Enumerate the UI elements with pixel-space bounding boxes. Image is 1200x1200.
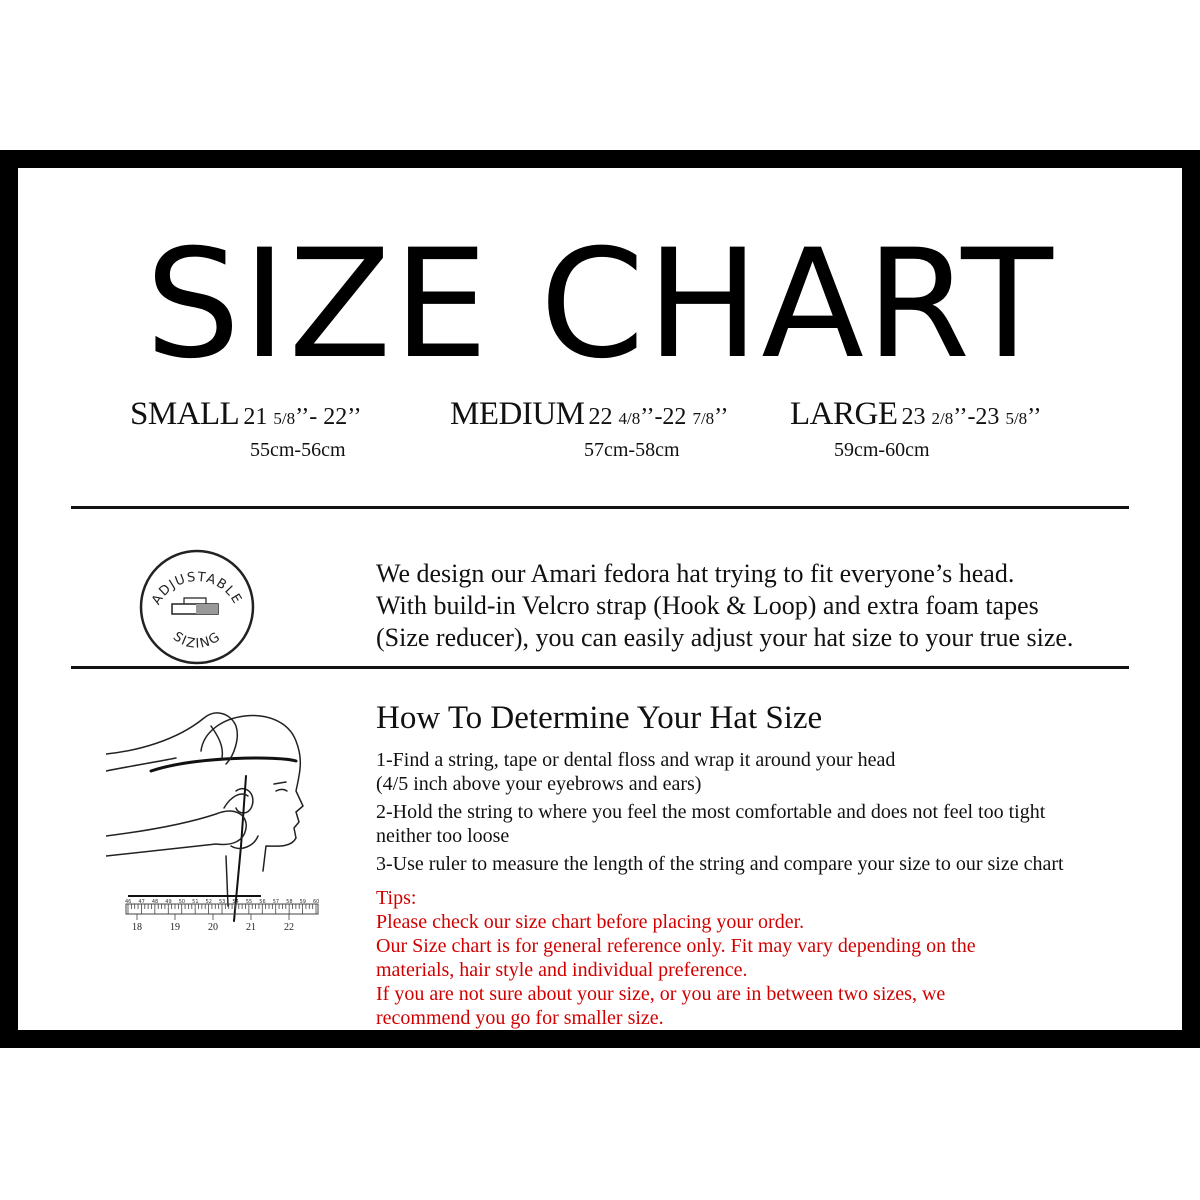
intro-line: We design our Amari fedora hat trying to fit everyone’s head. — [376, 559, 1015, 588]
size-cm: 55cm-56cm — [250, 439, 346, 461]
size-cm: 57cm-58cm — [584, 439, 680, 461]
size-name: MEDIUM — [450, 396, 585, 432]
size-small — [130, 396, 361, 462]
divider-middle — [71, 666, 1129, 669]
tips-section — [376, 886, 1156, 1030]
intro-text — [376, 558, 1156, 654]
tips-line: materials, hair style and individual preference. — [376, 959, 748, 981]
divider-top — [71, 506, 1129, 509]
size-cm: 59cm-60cm — [834, 439, 930, 461]
badge-bottom-text: SIZING — [170, 629, 224, 652]
howto-title: How To Determine Your Hat Size — [376, 700, 823, 736]
ruler-cm-label: 46 — [125, 899, 132, 905]
badge-top-text: ADJUSTABLE — [149, 569, 245, 608]
chart-frame — [0, 150, 1200, 1048]
ruler-cm-label: 55 — [245, 899, 253, 905]
adjustable-sizing-badge-icon — [138, 548, 256, 666]
ruler-cm-label: 51 — [192, 899, 199, 905]
tips-line: Our Size chart is for general reference only. Fit may vary depending on the — [376, 935, 976, 957]
steps-list — [376, 748, 1156, 880]
ruler-cm-label: 59 — [299, 899, 306, 905]
ruler-cm-label: 60 — [313, 899, 320, 905]
size-name: LARGE — [790, 396, 898, 432]
chart-panel — [18, 168, 1182, 1030]
ruler-inch-label: 22 — [284, 922, 294, 933]
step-item: 1-Find a string, tape or dental floss and wrap it around your head (4/5 inch above your eyebrows and ears) — [376, 749, 896, 795]
tips-line: If you are not sure about your size, or you are in between two sizes, we — [376, 983, 946, 1005]
ruler-cm-label: 56 — [259, 899, 266, 905]
size-inches: 23 2/8’’-23 5/8’’ — [901, 404, 1042, 430]
page-title: SIZE CHART — [145, 218, 1055, 392]
size-inches: 21 5/8’’- 22’’ — [243, 404, 362, 430]
intro-line: (Size reducer), you can easily adjust your hat size to your true size. — [376, 623, 1074, 652]
ruler-cm-label: 54 — [232, 899, 239, 905]
tips-label: Tips: — [376, 887, 417, 909]
intro-line: With build-in Velcro strap (Hook & Loop) and extra foam tapes — [376, 591, 1039, 620]
step-item: 2-Hold the string to where you feel the most comfortable and does not feel too tight neither too loose — [376, 801, 1046, 847]
ruler-cm-label: 52 — [205, 899, 212, 905]
size-large — [790, 396, 1041, 462]
ruler-icon — [125, 896, 319, 933]
svg-text:SIZING — [170, 629, 224, 652]
ruler-cm-label: 58 — [286, 899, 293, 905]
ruler-cm-label: 53 — [219, 899, 226, 905]
tips-line: Please check our size chart before placing your order. — [376, 911, 805, 933]
ruler-inch-label: 20 — [208, 922, 218, 933]
size-inches: 22 4/8’’-22 7/8’’ — [588, 404, 729, 430]
ruler-cm-label: 48 — [151, 899, 159, 905]
size-name: SMALL — [130, 396, 240, 432]
ruler-inch-label: 18 — [132, 922, 142, 933]
step-item: 3-Use ruler to measure the length of the string and compare your size to our size chart — [376, 853, 1064, 875]
svg-text:ADJUSTABLE — [149, 570, 245, 608]
ruler-inch-label: 21 — [246, 922, 256, 933]
ruler-cm-label: 50 — [178, 899, 186, 905]
ruler-cm-label: 47 — [138, 899, 145, 905]
head-measurement-illustration — [106, 696, 326, 966]
ruler-cm-label: 57 — [272, 899, 280, 905]
ruler-inch-label: 19 — [170, 922, 180, 933]
tips-line: recommend you go for smaller size. — [376, 1007, 664, 1029]
size-medium — [450, 396, 728, 462]
ruler-cm-label: 49 — [165, 899, 172, 905]
